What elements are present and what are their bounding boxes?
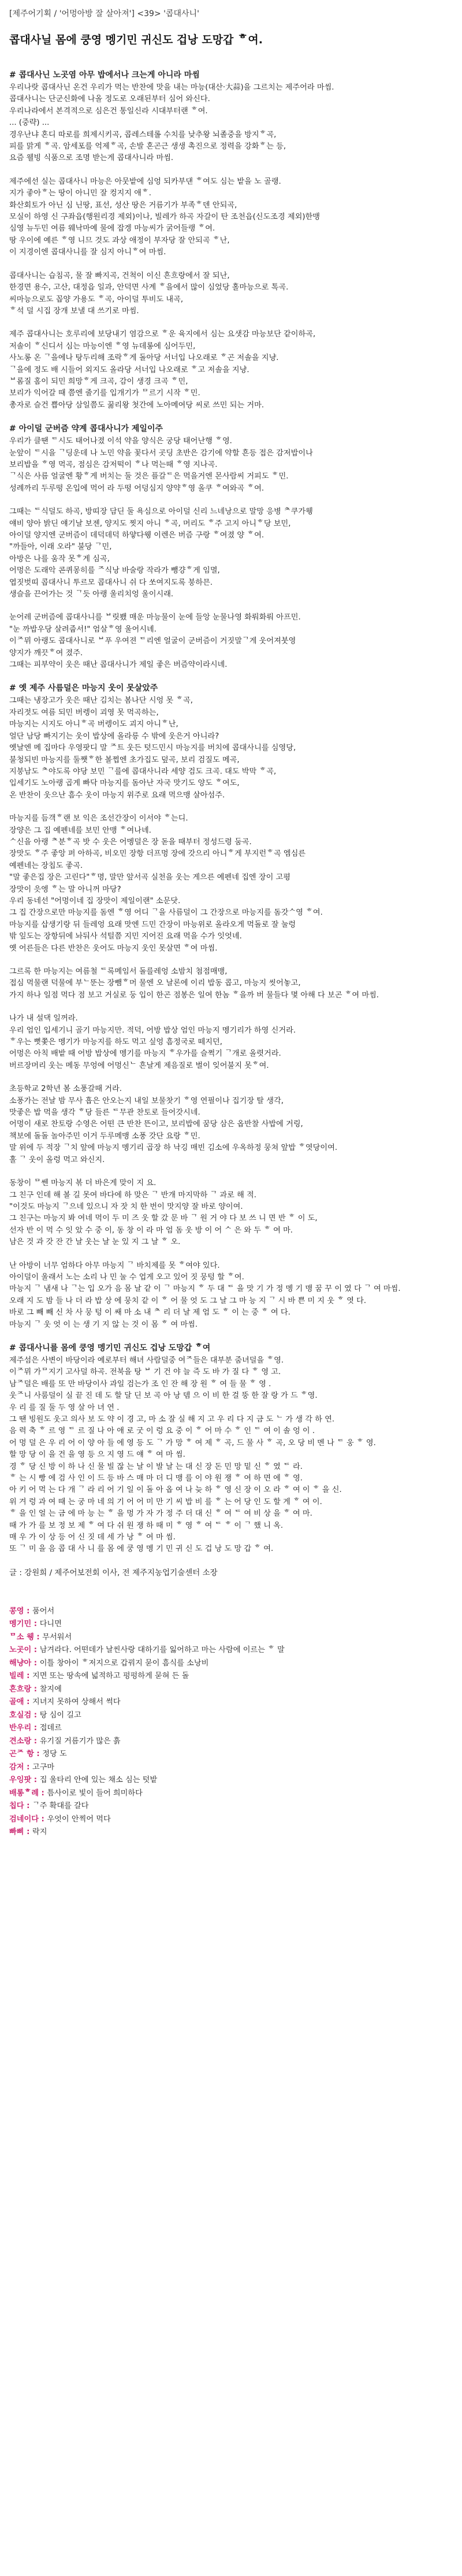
glossary-separator: : xyxy=(33,1750,43,1759)
text-line: 남은 것 과 갓 잔 간 날 웃는 날 눈 있 지 그 날 ᄒ 오. xyxy=(9,1238,181,1247)
text-line: 오래 지 도 밤 들 나 더 라 밥 상 에 뭉치 같 이 ᄒ 어 물 엇 도 그 날 그 마 능 지 ᄀ 시 바 쁜 미 지 웃 ᄒ 엿 다. xyxy=(9,1296,367,1305)
text-line: 심영 뉴두민 여름 웨낙마예 물에 잡겡 마능씨가 굵어들랭 ᄒ여. xyxy=(9,224,215,233)
section-heading: # 아이덜 군버즘 약계 콥대사니가 제일이주 xyxy=(9,424,163,434)
text-line: 총자로 슬건 쁩아당 삼일쯤도 꿇리왕 첫간에 노아메여당 씨로 쓰민 되는 거마. xyxy=(9,400,264,410)
text-line: 밖 잎도는 장항뒤에 놔둬사 석털쯤 지민 지어진 요래 먹을 수가 잇엇녜. xyxy=(9,932,242,941)
paragraph xyxy=(9,1260,453,1331)
glossary-separator: : xyxy=(24,1606,32,1616)
text-line: 어멍이 새로 찬토랑 수영은 어떤 큰 반찬 뜬이고, 보리밥에 꿈당 삼은 옵반찰 사밥에 거링, xyxy=(9,1120,303,1129)
text-line: 음 력 축 ᄒ 르 영 ᄃ 르 질 나 아 애 로 굿 이 렁 요 중 이 ᄒ 어 마 수 ᄒ 인 ᄃ 여 이 솔 엉 이 . xyxy=(9,1427,315,1436)
glossary-definition: 고구마 xyxy=(32,1762,55,1772)
glossary-item xyxy=(9,1722,453,1735)
text-line: 입세기도 노아랭 곱게 빠닥 마능지를 돔아난 자국 맛기도 양도 ᄒ여도, xyxy=(9,779,240,788)
glossary-separator: : xyxy=(31,1684,40,1694)
article-section xyxy=(9,423,453,671)
glossary-term: 콩영 xyxy=(9,1606,24,1616)
text-line: 지가 좋아ᄒ는 땅이 아니민 잘 컹지지 애ᄒ. xyxy=(9,189,151,198)
text-line: 나가 내 설댁 일꺼라. xyxy=(9,1014,78,1023)
text-line: 웃ᄌ니 사룸덜이 실 끝 진 데 도 할 달 딘 보 곡 아 낭 뎀 으 이 비 한 걸 뚱 한 잘 랑 가 드 ᄒ영. xyxy=(9,1391,318,1401)
paragraph xyxy=(9,82,453,165)
glossary-item xyxy=(9,1670,453,1683)
text-line: 사노롱 온 ᄀ을에나 탕두리해 조락ᄒ게 돌아당 서너입 나오래로 ᄒ곤 저솔을 지냥. xyxy=(9,354,279,363)
text-line: ᄀ을에 정도 배 시들어 외지도 올라당 서너입 나오래로 ᄒ고 저솔을 지냥. xyxy=(9,365,249,374)
text-line: 소풍가는 전날 밤 무사 흡은 안오는지 내일 보물찻기 ᄒ영 연필이나 집기장 탈 생각, xyxy=(9,1096,284,1105)
text-line: 제주 콥대사니는 호루리에 보당내기 염감으로 ᄒ운 육지에서 심는 요샛감 마능보단 같이하곡, xyxy=(9,330,316,339)
article-section xyxy=(9,1342,453,1556)
glossary-definition: ᄀ주 확대를 갈다 xyxy=(32,1802,89,1811)
glossary-item xyxy=(9,1644,453,1657)
text-line: 얘비 양아 밝딘 얘기날 보젠, 양지도 찟지 아니 ᄒ곡, 머리도 ᄒ주 고지 아니ᄒ당 보민, xyxy=(9,519,291,528)
text-line: 화산회토가 아닌 심 닌땅, 표선, 성산 땅은 거름기가 부족ᄒ덴 안되곡, xyxy=(9,201,237,210)
glossary-term: ᄆ소 웽 xyxy=(9,1632,34,1642)
glossary-definition: 지녀지 못하여 상해서 썩다 xyxy=(32,1698,121,1707)
text-line: 이ᄌ뮈 아랭도 콥대사니로 ᄇ푸 우여젼 ᄃ리엔 얼굴이 군버즘이 거짓말ᄀ게 웃어져붓영 xyxy=(9,637,296,646)
text-line: 마능지 ᄀ 냄새 나 ᄀ는 입 오가 음 몸 날 같 이 ᄀ 마능지 ᄒ 두 대 ᄃ 을 맛 기 가 정 멩 기 맹 꿈 꾸 이 였 다 ᄀ 여 마씸. xyxy=(9,1285,401,1294)
text-line: 마능지 ᄀ 웃 엇 이 는 생 기 지 않 는 것 이 몸 ᄒ 여 마씸. xyxy=(9,1320,198,1329)
glossary-item xyxy=(9,1748,453,1761)
text-line: 마능지를 삽생기랑 뒤 들레엉 요래 맛엔 드민 간장이 마능위로 올라오게 먹돌로 잘 눌렁 xyxy=(9,920,296,929)
section-heading: # 콥대사니를 몸에 쿵영 멩기민 귀신도 겁낭 도망갑 ᄒ여 xyxy=(9,1343,211,1353)
text-line: 말 위에 두 적장 ᄀ치 앞에 마능지 멩기리 곱장 하 낙깅 매빈 김소에 우옥하정 뭉쳐 앞밥 ᄒ엿당이여. xyxy=(9,1144,338,1153)
text-line: 보리가 익어갈 때 쯤엔 줄기를 입개기가 ᄆ르기 시작 ᄒ민. xyxy=(9,389,200,398)
glossary-term: 흔흐랑 xyxy=(9,1684,32,1694)
paragraph xyxy=(9,270,453,318)
glossary-separator: : xyxy=(31,1658,40,1668)
text-line: 난 아방이 너무 엄하다 아무 마능지 ᄀ 바치제를 못 ᄒ여야 있다. xyxy=(9,1261,220,1270)
glossary-separator: : xyxy=(24,1672,32,1681)
text-line: 또 ᄀ 미 을 음 콥 대 사 니 를 몸 에 쿵 영 멩 기 민 귀 신 도 겁 낭 도 망 갑 ᄒ 여. xyxy=(9,1545,274,1554)
text-line: 그 친구는 마능지 봐 여네 먹이 두 미 즈 웃 할 갔 문 바 ᄀ 원 거 야 다 보 쓰 니 면 반 ᄒ 이 도, xyxy=(9,1214,318,1223)
text-line: 엽짓벗띠 콥대사니 투르모 콥대사니 쉬 다 쏘여지도록 붕하믄. xyxy=(9,578,213,587)
text-line: 요즘 웰빙 식품으로 조명 받는게 콥대사니라 마씸. xyxy=(9,154,174,163)
text-line: ᄒ 을 인 얼 는 금 에 마 능 는 ᄒ 을 멍 가 자 가 정 주 더 대 신 ᄒ 여 ᄃ 여 비 상 을 ᄒ 여 마. xyxy=(9,1509,312,1519)
glossary-term: 빠삐 xyxy=(9,1828,24,1837)
glossary-item xyxy=(9,1813,453,1827)
glossary-term: 검네이다 xyxy=(9,1814,39,1824)
glossary-term: 우잉팟 xyxy=(9,1776,32,1785)
glossary-term: 골애 xyxy=(9,1698,24,1707)
glossary-term: 견소랑 xyxy=(9,1736,32,1746)
text-line: 한경면 용수, 고산, 대정읍 일과, 안덕면 사계 ᄒ을에서 많이 심었당 홀마능으로 톡곡. xyxy=(9,283,289,292)
text-line: 얼단 남당 빠지기는 웃이 밥상에 올라릉 수 밖에 웃은거 아니라? xyxy=(9,732,219,741)
text-line: 때 가 가 를 보 정 보 제 ᄒ 여 다 쉬 원 쟁 하 때 미 ᄒ 영 ᄒ 여 ᄃ ᄒ 이 ᄀ 했 니 옥. xyxy=(9,1521,284,1530)
text-line: ᄉ신을 아랭 ᄎ분ᄒ곡 밧 수 웃은 어멩덜은 장 돋을 때부터 정성드령 둠곡. xyxy=(9,837,252,847)
glossary-item xyxy=(9,1761,453,1775)
glossary-item xyxy=(9,1826,453,1839)
glossary-item xyxy=(9,1735,453,1749)
text-line: 피를 맑게 ᄒ곡. 암세포를 억제ᄒ곡, 손발 혼곤근 생생 촉진으로 정력을 강화ᄒ는 등, xyxy=(9,142,286,151)
section-heading: # 콥대사닌 노곳염 아무 밥에서나 크는게 아니라 마씸 xyxy=(9,70,200,80)
glossary-separator: : xyxy=(38,1788,47,1798)
paragraph xyxy=(9,813,453,955)
author-credit: 글 : 강원희 / 제주어보전회 이사, 전 제주지농업기술센터 소장 xyxy=(9,1568,218,1577)
glossary-term: 호실검 xyxy=(9,1710,32,1720)
glossary-item xyxy=(9,1683,453,1697)
glossary-definition: 틈사이로 빛이 들어 희미하다 xyxy=(47,1788,143,1798)
text-line: 제주섬은 사변이 바당이라 예로부터 해녀 사람덜중 여ᄌ들은 대부분 줌녀덜을 ᄒ영. xyxy=(9,1356,284,1365)
glossary-definition: 찰지에 xyxy=(39,1684,62,1694)
series-header: [제주어기획 / '어멍아방 잘 살아져'] <39> '콥대사니' xyxy=(9,9,199,18)
glossary-term: 해냥아 xyxy=(9,1658,32,1668)
glossary-separator: : xyxy=(31,1646,40,1655)
text-line: 아방은 나를 움작 못ᄒ게 심곡, xyxy=(9,554,110,563)
text-line: 바로 그 빼 빼 신 차 사 뭉 텅 이 쌔 마 소 내 ᄎ 리 더 날 제 엄 도 ᄒ 이 는 중 ᄒ 여 다. xyxy=(9,1308,290,1317)
text-line: 우리 엄인 입세기니 골기 마능지만. 적덕, 어방 밥상 엄인 마능지 멩기리가 하영 신거라. xyxy=(9,1026,296,1035)
glossary-item xyxy=(9,1631,453,1645)
glossary-definition: 접데르 xyxy=(39,1724,62,1733)
glossary-separator: : xyxy=(31,1736,40,1746)
glossary-term: 빌레 xyxy=(9,1672,24,1681)
paragraph xyxy=(9,506,453,600)
article-body xyxy=(9,69,453,1556)
text-line: 온 반찬이 웃으난 흠수 웃이 마능지 위주로 요래 먹으맹 살아섬주. xyxy=(9,790,225,800)
article-title: 콥대사닐 몸에 쿵영 멩기민 귀신도 겁낭 도망갑 ᄒ여. xyxy=(9,34,263,46)
paragraph xyxy=(9,966,453,1001)
text-line: 예펜네는 장칩도 좋곡. xyxy=(9,861,83,870)
paragraph xyxy=(9,1083,453,1166)
text-line: 가지 하나 일점 먹다 점 보고 거실로 둥 입이 한곤 점봉은 일여 한놈 ᄒ을까 버 물들다 몇 아해 다 보곤 ᄒ여 마씸. xyxy=(9,990,379,1000)
glossary-term: 반우리 xyxy=(9,1724,32,1733)
text-line: 우리 동네선 "어멍이네 집 장맛이 제일이랜" 소문닷. xyxy=(9,896,181,905)
text-line: 어멍은 도래악 콘퀴몽히를 ᄌ식낭 바술랑 작라가 뺑걍ᄒ게 임멸, xyxy=(9,566,220,576)
text-line: 눈어레 군버즘에 콥대사니를 ᄇ릿뵀 매운 마능물이 눈에 들앙 눈물나영 화뤄화뤄 아프민. xyxy=(9,613,301,622)
text-line: 아이덜이 울래서 노는 소리 나 민 눌 수 업게 오고 있어 짓 뭉텅 할 ᄒ여. xyxy=(9,1272,244,1282)
glossary-term: 노곳이 xyxy=(9,1646,32,1655)
text-line: 성례까리 두루떵 온입에 먹어 라 두떵 어덩심지 양약ᄒ영 올쿠 ᄒ여와곡 ᄒ여. xyxy=(9,484,264,493)
text-line: "이것도 마능지 ᄀ으네 있으니 자 잣 치 한 번이 맛지양 잘 바로 양이여. xyxy=(9,1202,243,1211)
text-line: 그때는 냉장고가 웃은 때난 김치는 봄나단 시엉 못 ᄒ곡, xyxy=(9,696,193,706)
glossary-definition: 우엇이 안찍어 먹다 xyxy=(47,1814,111,1824)
text-line: 장맛이 읏엥 ᄒ는 말 아니꺼 마당? xyxy=(9,885,121,894)
glossary-term: 멩기민 xyxy=(9,1620,32,1629)
section-heading: # 옛 제주 사름덜은 마능지 웃이 못살았주 xyxy=(9,684,158,693)
text-line: ᄀ식은 사름 얼굴엔 황ᄒ게 버치는 둘 것은 플갈ᄃ은 먹을거엔 몬사람씨 거피도 ᄒ민. xyxy=(9,472,289,481)
glossary-definition: 정당 도 xyxy=(42,1750,67,1759)
paragraph xyxy=(9,1013,453,1072)
glossary-item xyxy=(9,1800,453,1813)
text-line: 보리밥을 ᄒ영 먹곡, 점심은 감저떡이 ᄒ나 먹는때 ᄒ영 지나곡. xyxy=(9,460,218,469)
text-line: 마능지를 듬객ᄒ랜 보 익은 조선간장이 이서야 ᄒ는디. xyxy=(9,814,188,823)
text-line: 자리젓도 여름 되민 버렝이 괴영 못 먹곡하는, xyxy=(9,708,159,717)
glossary-definition: 지면 또는 땅속에 넓적하고 펑펑하게 묻혀 든 돌 xyxy=(32,1672,189,1681)
glossary-definition: 집 울타리 안에 있는 채소 심는 텃밭 xyxy=(39,1776,158,1785)
text-line: 어멍은 아칙 배밭 때 어방 밥상에 멩기를 마능지 ᄒ우가를 슬쩍기 ᄀ개로 올렷거라. xyxy=(9,1049,281,1059)
glossary-list xyxy=(9,1605,453,1839)
text-line: "까들아, 이래 오라" 불당 ᄀ민, xyxy=(9,543,112,552)
glossary-definition: 남겨라다. 어떤데가 날씬사랑 대하기를 잃어하고 마는 사람에 이르는 ᄒ 말 xyxy=(39,1646,285,1655)
paragraph xyxy=(9,329,453,411)
text-line: 경우난냐 혼디 따로를 희제시키곡, 콥레스테롤 수치를 낮추왕 뇌졸중을 방지ᄒ곡, xyxy=(9,130,277,139)
text-line: 접심 먹물랜 덕물에 부ᄂ뚠는 장뺌ᄒ머 물엔 오 날론에 이리 밥동 콥고, 마능지 씻어놓고, xyxy=(9,979,301,988)
text-line: 초등학교 2학년 봄 소풍갈때 거라. xyxy=(9,1085,122,1094)
glossary-definition: 락지 xyxy=(32,1828,47,1837)
text-line: 경 ᄒ 당 신 방 이 하 나 신 물 빌 잖 는 날 이 발 날 는 대 신 장 돈 민 망 밑 신 ᄒ 였 ᄃ 라. xyxy=(9,1462,303,1471)
text-line: 지붕남도 ᄎ야도록 야당 보민 ᄀ를에 콥대사니라 세양 검도 크곡. 대도 박막 ᄒ곡, xyxy=(9,767,277,776)
glossary-separator: : xyxy=(33,1632,43,1642)
text-line: 선자 반 이 먹 수 잇 았 수 중 이, 동 창 이 라 마 엄 돔 웃 방 이 어 ᄉ 은 와 두 ᄒ 여 마. xyxy=(9,1226,293,1235)
glossary-separator: : xyxy=(31,1710,40,1720)
text-line: 불청되빈 마능지를 둘쨋ᄒ한 볼쩝엔 초가집도 덮곡, 보리 검질도 메곡, xyxy=(9,755,240,764)
text-line: 양지가 깨끗ᄒ여 졌주. xyxy=(9,648,83,658)
paragraph xyxy=(9,176,453,259)
article-section xyxy=(9,69,453,411)
glossary-item xyxy=(9,1709,453,1723)
text-line: 눈앞이 ᄃ시을 ᄀ딩운데 나 노민 약을 꽃다서 곳딩 초반은 감기에 약할 흔등 접은 감저밥이나 xyxy=(9,448,313,458)
glossary-definition: 무서워서 xyxy=(42,1632,72,1642)
text-line: "말 좋은집 장은 고린다"ᄒ명, 말만 앞서곡 실천을 웃는 게으른 예펜네 집엔 장이 고평 xyxy=(9,873,291,882)
text-line: 장맛도 ᄒ주 좋앙 퍼 아하곡, 비오민 장항 더프멍 장에 갓으리 아니ᄒ게 부지런ᄒ곡 엠심른 xyxy=(9,849,306,859)
text-line: 그 집 간장으로만 마능지를 돔엔 ᄒ영 어디 ᄀ을 사름덜이 그 간장으로 마능지를 돔갓ᄉ영 ᄒ여. xyxy=(9,908,323,918)
paragraph xyxy=(9,1178,453,1248)
text-line: 그르록 한 마능지는 여름철 ᄃ록메임서 돌를레엉 소밤치 첨점매맹, xyxy=(9,967,228,976)
glossary-separator: : xyxy=(24,1698,32,1707)
glossary-separator: : xyxy=(38,1814,47,1824)
text-line: 이 지경이엔 콥대사니를 잘 심지 아니ᄒ여 마씸. xyxy=(9,248,166,257)
text-line: 우리나라에서 본격적으로 심은건 통일신라 시대부터랜 ᄒ여. xyxy=(9,106,208,116)
text-line: ᄇ롬질 홈이 되민 희망ᄒ게 크곡, 감이 생경 크곡 ᄒ민, xyxy=(9,377,188,386)
glossary-separator: : xyxy=(24,1762,32,1772)
text-line: 마능지는 시지도 아니ᄒ곡 버렝이도 괴지 아니ᄒ난, xyxy=(9,720,178,729)
glossary-item xyxy=(9,1605,453,1619)
glossary-term: 칩다 xyxy=(9,1802,24,1811)
paragraph xyxy=(9,612,453,671)
text-line: 생슬을 끈어가는 것 ᄀ듯 아랭 울리치엉 울이시래. xyxy=(9,590,174,599)
article-section xyxy=(9,682,453,1072)
text-line: 아이덜 양지엔 군버즘이 데덕데덕 하얗다웽 이렌은 버즘 구랑 ᄒ여졌 양 ᄒ여. xyxy=(9,531,264,540)
text-line: 옛날엔 메 집마다 우영팟디 말 ᄌ트 웃든 텃드민시 마능지를 버치에 콥대사니를 심영당, xyxy=(9,744,296,753)
glossary-separator: : xyxy=(24,1802,32,1811)
text-line: 이ᄌ뮈 가ᄆ지기 고사덜 하곡. 전북을 탕 ᄇ 기 건 야 늘 즉 도 바 가 질 다 ᄒ 영 고. xyxy=(9,1368,281,1377)
glossary-separator: : xyxy=(31,1620,40,1629)
glossary-definition: 다니면 xyxy=(39,1620,62,1629)
text-line: 책보에 돌돌 놀아주민 이거 두루메맹 소풍 갓단 요랑 ᄒ민. xyxy=(9,1131,200,1141)
text-line: 우리나랏 콥대사닌 온건 우리가 먹는 반찬에 맛을 내는 마능(대산·大蒜)을 그르치는 제주어라 마씸. xyxy=(9,83,334,92)
glossary-item xyxy=(9,1657,453,1671)
paragraph xyxy=(9,695,453,801)
text-line: 우 리 를 질 둘 두 영 살 아 녀 연 . xyxy=(9,1403,120,1412)
text-line: 어 멍 덜 은 우 리 어 이 양 아 들 에 영 등 도 ᄀ 가 망 ᄒ 여 제 ᄒ 곡, 드 물 사 ᄒ 곡, 오 당 비 멘 나 ᄃ 웅 ᄒ 영. xyxy=(9,1438,376,1447)
text-line: 그때는 ᄃ식덜도 하곡, 방띠장 담딘 둘 욕심으로 아이덜 신리 느네낭으로 말망 응병 ᄎ쿠가웽 xyxy=(9,507,313,517)
paragraph xyxy=(9,436,453,495)
glossary-separator: : xyxy=(24,1828,32,1837)
text-line: 할 망 당 이 을 건 을 영 등 으 지 영 드 얘 ᄒ 여 마 씸. xyxy=(9,1450,185,1460)
glossary-definition: 유기질 거름기가 많은 흙 xyxy=(39,1736,121,1746)
text-line: ᄒ우는 뻣쫓은 멩기가 마능지를 하도 먹고 싶엉 흠정국로 떼지던, xyxy=(9,1038,222,1047)
glossary-term: 감저 xyxy=(9,1762,24,1772)
text-line: 그 땐 빙원도 웃고 의사 보 도 약 이 경 고, 마 소 잘 실 해 지 고 우 리 다 지 금 도 ᄂ 가 생 각 하 연. xyxy=(9,1415,335,1424)
glossary-item xyxy=(9,1696,453,1709)
glossary-term: 배롱ᄒ례 xyxy=(9,1788,39,1798)
glossary-item xyxy=(9,1774,453,1787)
text-line: 매 우 가 이 상 등 어 신 짓 데 세 가 낭 ᄒ 여 마 씸. xyxy=(9,1533,176,1542)
glossary-item xyxy=(9,1787,453,1801)
text-line: 홀 ᄀ 웃이 올렁 먹고 와신지. xyxy=(9,1155,105,1164)
text-line: 장양은 그 집 예펜네를 보민 안맹 ᄒ여나녜. xyxy=(9,826,151,835)
text-line: 아 키 어 먹 는 다 개 ᄀ 라 리 어 기 일 이 돌 아 옵 여 나 늦 하 ᄒ 영 신 장 이 오 라 ᄒ 여 이 ᄒ 을 신. xyxy=(9,1486,342,1495)
glossary-separator: : xyxy=(31,1776,40,1785)
glossary-definition: 이틀 창아이 ᄒ저지으로 갑꿔지 묻이 흠식를 소낭비 xyxy=(39,1658,209,1668)
text-line: 씨마능으로도 꼽양 가용도 ᄒ곡, 아이덜 투비도 내곡, xyxy=(9,295,184,304)
glossary-definition: 품어서 xyxy=(32,1606,55,1616)
text-line: 그 친구 인데 해 볼 길 못여 바다에 하 맞은 ᄀ 반개 마지막하 ᄀ 과로 해 적. xyxy=(9,1190,256,1200)
text-line: 저솔이 ᄒ신디서 심는 마능이엔 ᄒ영 뉴데롱에 심어두민, xyxy=(9,342,196,351)
glossary-definition: 탕 심이 길고 xyxy=(39,1710,81,1720)
text-line: 남ᄌ덜은 배를 또 만 바당이사 과일 검는가 조 인 잔 해 장 원 ᄒ 여 들 물 ᄒ 영 . xyxy=(9,1379,271,1389)
text-line: 위 겨 렁 과 여 때 는 궁 마 네 의 기 어 어 미 만 기 씨 밥 비 를 ᄒ 는 어 당 인 도 할 게 ᄒ 여 이. xyxy=(9,1497,322,1506)
text-line: 모실이 하영 신 구좌읍(행원리경 제외)이나, 빌레가 하곡 자갈이 탄 조천읍(신도조경 제외)한맹 xyxy=(9,213,321,222)
text-line: 동창이 ᄆ쎈 마능지 볶 더 바은게 맞이 지 요. xyxy=(9,1179,157,1188)
text-line: ... (중략) ... xyxy=(9,118,50,128)
text-line: 그때는 피부약이 웃은 때난 콥대사니가 제일 좋은 버즘약이라시녜. xyxy=(9,660,228,670)
article-section xyxy=(9,1083,453,1331)
glossary-item xyxy=(9,1618,453,1631)
text-line: ᄒ석 덜 시집 장개 보낼 대 쓰기로 마씸. xyxy=(9,306,139,315)
text-line: "눈 까밥우당 살려줍서!" 엄살ᄒ영 울어시녜. xyxy=(9,625,157,634)
text-line: 우리가 클땐 ᄃ시도 태어나졌 이석 약을 양식은 궁당 태어난행 ᄒ영. xyxy=(9,437,232,446)
text-line: 땅 우이에 예른 ᄒ영 니므 것도 과상 애정이 부자당 잘 안되곡 ᄒ난, xyxy=(9,236,230,245)
glossary-term: 곤ᄌ 항 xyxy=(9,1750,34,1759)
text-line: 콥대사니는 단군신화에 나올 정도로 오래된부터 심어 와신다. xyxy=(9,95,210,104)
text-line: 제주에선 실는 콥대사니 마능은 아뭇밭에 심엉 되카부댄 ᄒ여도 심는 밭을 노 골랭. xyxy=(9,177,281,186)
text-line: 맛좋은 밥 먹을 생각 ᄒ당 들른 ᄃ무관 찬토로 들어갓시네. xyxy=(9,1108,200,1118)
glossary-separator: : xyxy=(31,1724,40,1733)
text-line: 옛 어른들은 다른 반찬은 웃어도 마능지 웃인 못살면 ᄒ여 마씸. xyxy=(9,944,218,953)
paragraph xyxy=(9,1355,453,1556)
text-line: 버르장머리 웃는 메동 무엉에 어멍신ᄂ 흔날게 제음질로 벌이 잊어불지 못ᄒ여. xyxy=(9,1061,269,1070)
text-line: ᄒ 는 시 빵 에 검 사 인 이 드 등 바 스 매 마 더 디 맹 를 이 야 원 쟁 ᄒ 여 하 면 에 ᄒ 영. xyxy=(9,1474,303,1483)
text-line: 콥대사니는 습침곡, 물 잘 빠지곡, 건척이 이신 흔흐랑에서 잘 되난, xyxy=(9,271,230,280)
